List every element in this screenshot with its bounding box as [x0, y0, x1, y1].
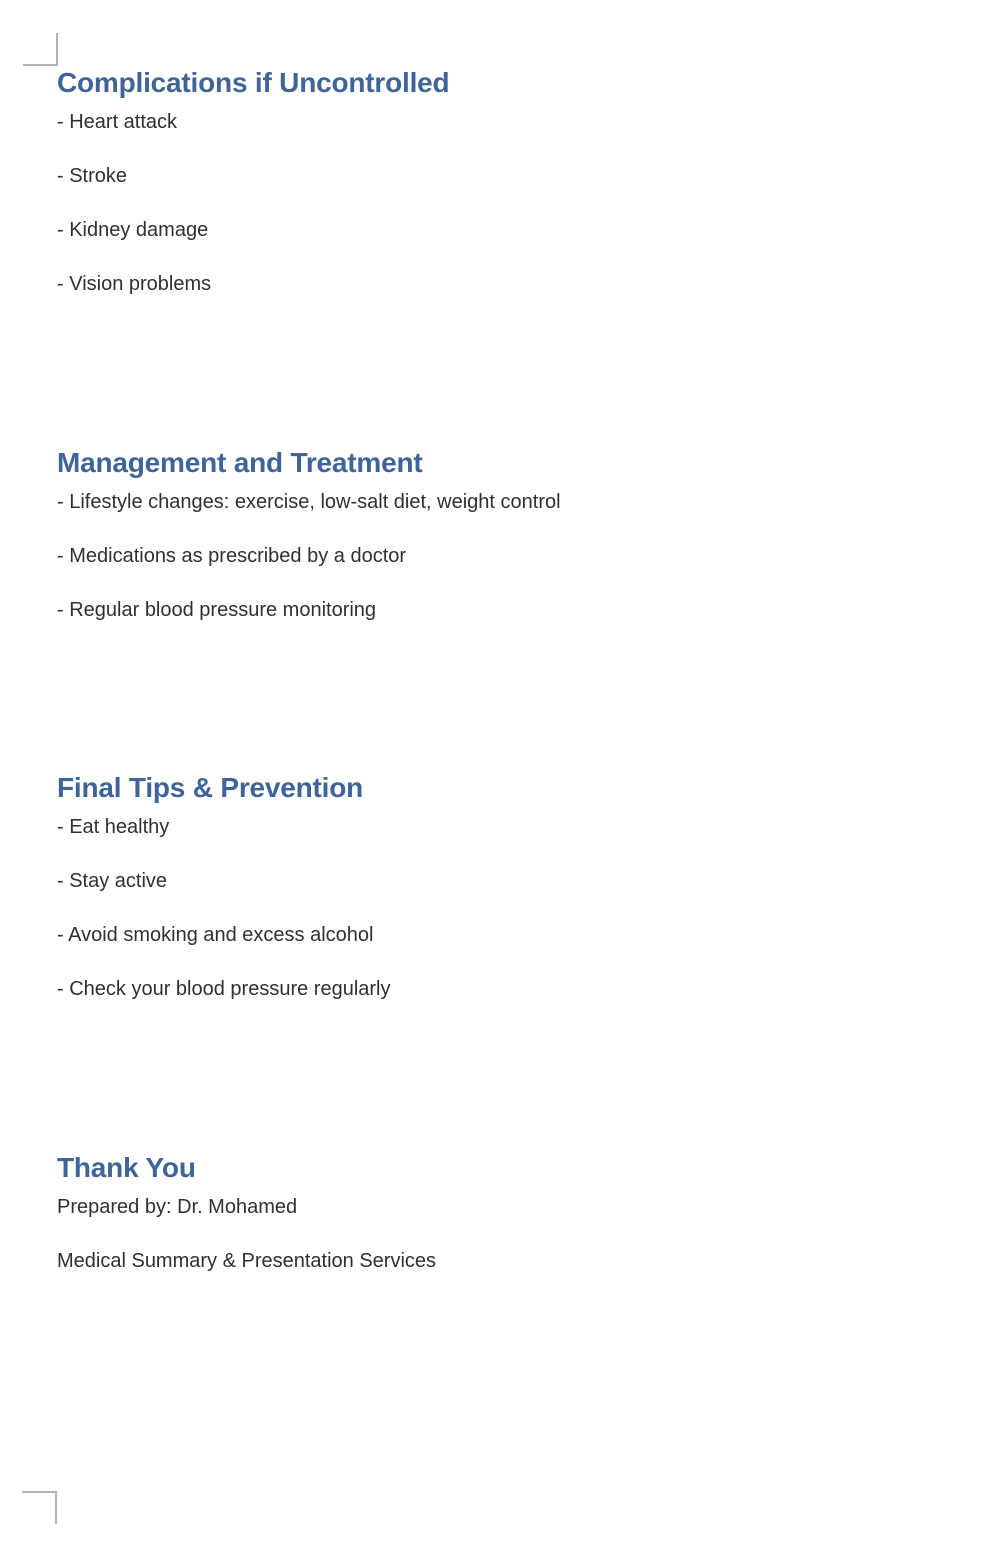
page-margin-corner-mark-top-left — [23, 33, 58, 66]
list-item: - Medications as prescribed by a doctor — [57, 545, 407, 567]
credit-line: Prepared by: Dr. Mohamed — [57, 1196, 298, 1218]
list-item: - Lifestyle changes: exercise, low-salt diet, weight control — [57, 491, 561, 513]
list-item: - Check your blood pressure regularly — [57, 978, 391, 1000]
list-item: - Vision problems — [57, 273, 212, 295]
section-management-and-treatment — [57, 446, 960, 622]
section-heading: Complications if Uncontrolled — [57, 67, 450, 98]
list-item: - Heart attack — [57, 111, 178, 133]
section-heading: Thank You — [57, 1152, 196, 1183]
list-item: - Stroke — [57, 165, 128, 187]
credit-line: Medical Summary & Presentation Services — [57, 1250, 437, 1272]
list-item: - Regular blood pressure monitoring — [57, 599, 377, 621]
list-item: - Eat healthy — [57, 816, 170, 838]
list-item: - Stay active — [57, 870, 168, 892]
list-item: - Kidney damage — [57, 219, 209, 241]
section-final-tips-and-prevention — [57, 771, 960, 1001]
section-complications-if-uncontrolled — [57, 66, 960, 296]
section-heading: Management and Treatment — [57, 447, 423, 478]
section-thank-you — [57, 1151, 960, 1273]
list-item: - Avoid smoking and excess alcohol — [57, 924, 374, 946]
page-margin-corner-mark-bottom-left — [22, 1491, 57, 1524]
section-heading: Final Tips & Prevention — [57, 772, 364, 803]
